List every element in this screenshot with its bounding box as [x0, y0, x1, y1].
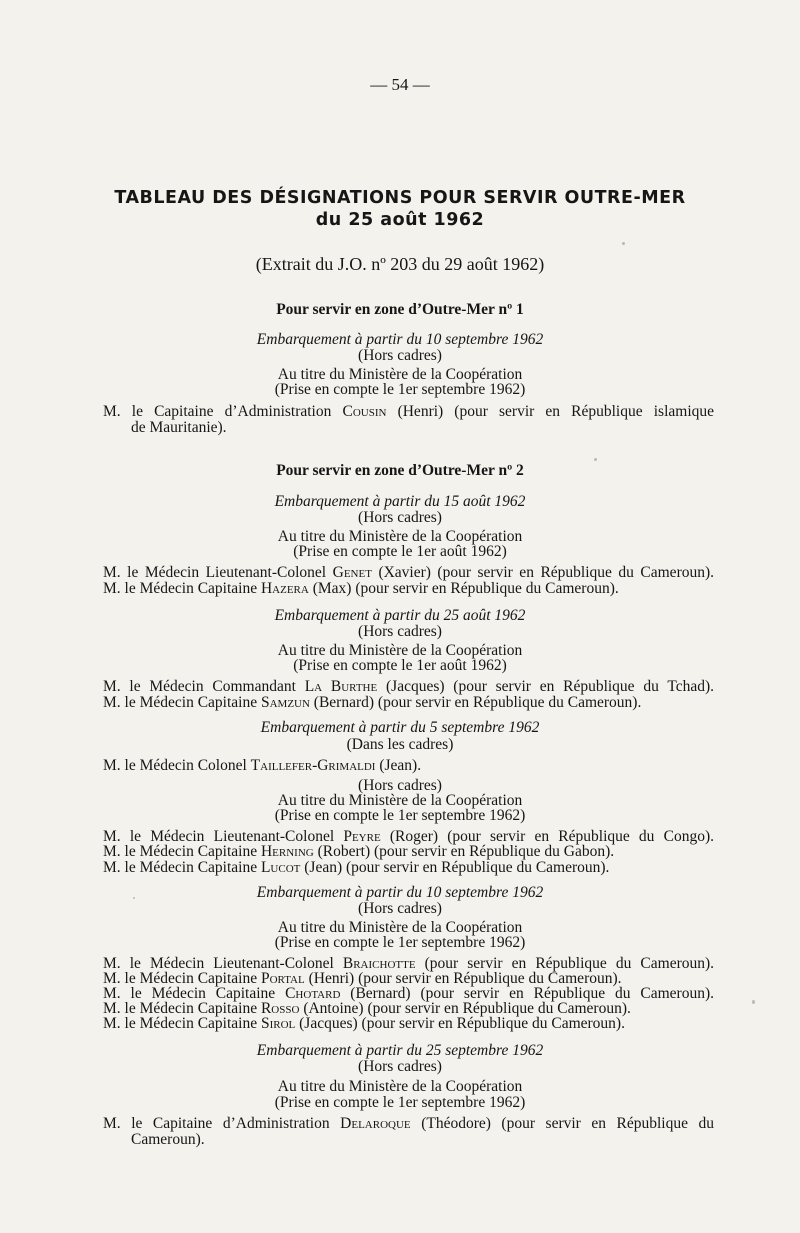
ministry-line: Au titre du Ministère de la Coopération [277, 919, 523, 936]
designation-entry: M. le Médecin Capitaine Chotard (Bernard) (pour servir en République du Cameroun). [103, 985, 715, 1002]
embarkation-date: Embarquement à partir du 5 septembre 1962 [260, 719, 540, 736]
ministry-line: Au titre du Ministère de la Coopération [277, 366, 523, 383]
ministry-line: Au titre du Ministère de la Coopération [277, 1078, 523, 1095]
designation-entry: M. le Capitaine d’Administration Cousin (Henri) (pour servir en République islamique [103, 403, 715, 420]
accounting-date: (Prise en compte le 1er août 1962) [293, 543, 507, 560]
designation-entry: M. le Médecin Capitaine Samzun (Bernard) (pour servir en République du Cameroun). [103, 694, 642, 711]
accounting-date: (Prise en compte le 1er septembre 1962) [274, 934, 526, 951]
designation-entry: M. le Médecin Lieutenant-Colonel Braichotte (pour servir en République du Cameroun). [103, 955, 715, 972]
designation-entry: M. le Médecin Lieutenant-Colonel Peyre (Roger) (pour servir en République du Congo). [103, 828, 714, 845]
scan-speck [752, 1000, 755, 1004]
page-title: TABLEAU DES DÉSIGNATIONS POUR SERVIR OUTRE-MER [114, 188, 686, 208]
embarkation-date: Embarquement à partir du 25 août 1962 [274, 607, 526, 624]
officer-surname: Herning [260, 843, 314, 860]
cadre-status: (Hors cadres) [358, 900, 442, 917]
officer-surname: Rosso [260, 1000, 300, 1017]
scan-speck [622, 242, 625, 245]
designation-entry: M. le Médecin Colonel Taillefer-Grimaldi (Jean). [103, 757, 422, 774]
designation-entry: M. le Médecin Lieutenant-Colonel Genet (Xavier) (pour servir en République du Cameroun). [103, 564, 715, 581]
cadre-status: (Hors cadres) [358, 509, 442, 526]
officer-surname: Portal [260, 970, 305, 987]
designation-entry: M. le Médecin Capitaine Herning (Robert) (pour servir en République du Gabon). [103, 843, 615, 860]
embarkation-date: Embarquement à partir du 10 septembre 1962 [256, 884, 544, 901]
officer-surname: Hazera [260, 580, 309, 597]
officer-surname: Braichotte [342, 955, 416, 972]
ministry-line: Au titre du Ministère de la Coopération [277, 528, 523, 545]
cadre-status: (Hors cadres) [358, 1058, 442, 1075]
officer-surname: Sirol [260, 1015, 296, 1032]
accounting-date: (Prise en compte le 1er septembre 1962) [274, 1094, 526, 1111]
designation-entry: M. le Médecin Commandant La Burthe (Jacques) (pour servir en République du Tchad). [103, 678, 715, 695]
officer-surname: Genet [332, 564, 372, 581]
officer-surname: Lucot [260, 859, 301, 876]
zone-1-heading: Pour servir en zone d’Outre-Mer nº 1 [276, 301, 524, 318]
extract-reference: (Extrait du J.O. nº 203 du 29 août 1962) [255, 254, 545, 274]
cadre-status: (Dans les cadres) [346, 736, 454, 753]
cadre-status: (Hors cadres) [358, 347, 442, 364]
designation-entry: M. le Médecin Capitaine Hazera (Max) (pour servir en République du Cameroun). [103, 580, 619, 597]
designation-entry: M. le Médecin Capitaine Lucot (Jean) (pour servir en République du Cameroun). [103, 859, 610, 876]
ministry-line: Au titre du Ministère de la Coopération [277, 642, 523, 659]
entry-continuation: de Mauritanie). [131, 419, 227, 436]
officer-surname: Cousin [342, 403, 387, 420]
officer-surname: Taillefer-Grimaldi [250, 757, 376, 774]
cadre-status: (Hors cadres) [358, 623, 442, 640]
embarkation-date: Embarquement à partir du 10 septembre 1962 [256, 331, 544, 348]
designation-entry: M. le Médecin Capitaine Rosso (Antoine) (pour servir en République du Cameroun). [103, 1000, 631, 1017]
scan-speck [133, 897, 135, 899]
embarkation-date: Embarquement à partir du 25 septembre 1962 [256, 1042, 544, 1059]
officer-surname: Samzun [260, 694, 310, 711]
officer-surname: Peyre [343, 828, 381, 845]
officer-surname: Chotard [285, 985, 341, 1002]
zone-2-heading: Pour servir en zone d’Outre-Mer nº 2 [276, 462, 524, 479]
designation-entry: M. le Médecin Capitaine Sirol (Jacques) (pour servir en République du Cameroun). [103, 1015, 625, 1032]
page-number: — 54 — [370, 75, 430, 94]
officer-surname: La Burthe [304, 678, 378, 695]
scan-speck [594, 458, 597, 461]
accounting-date: (Prise en compte le 1er septembre 1962) [274, 381, 526, 398]
ministry-line: Au titre du Ministère de la Coopération [277, 792, 523, 809]
embarkation-date: Embarquement à partir du 15 août 1962 [274, 493, 526, 510]
accounting-date: (Prise en compte le 1er août 1962) [293, 657, 507, 674]
accounting-date: (Prise en compte le 1er septembre 1962) [274, 807, 526, 824]
designation-entry: M. le Médecin Capitaine Portal (Henri) (pour servir en République du Cameroun). [103, 970, 622, 987]
designation-entry: M. le Capitaine d’Administration Delaroque (Théodore) (pour servir en République du [103, 1115, 715, 1132]
entry-continuation: Cameroun). [131, 1131, 205, 1148]
cadre-status: (Hors cadres) [358, 777, 442, 794]
officer-surname: Delaroque [340, 1115, 411, 1132]
page-subtitle: du 25 août 1962 [315, 210, 485, 230]
